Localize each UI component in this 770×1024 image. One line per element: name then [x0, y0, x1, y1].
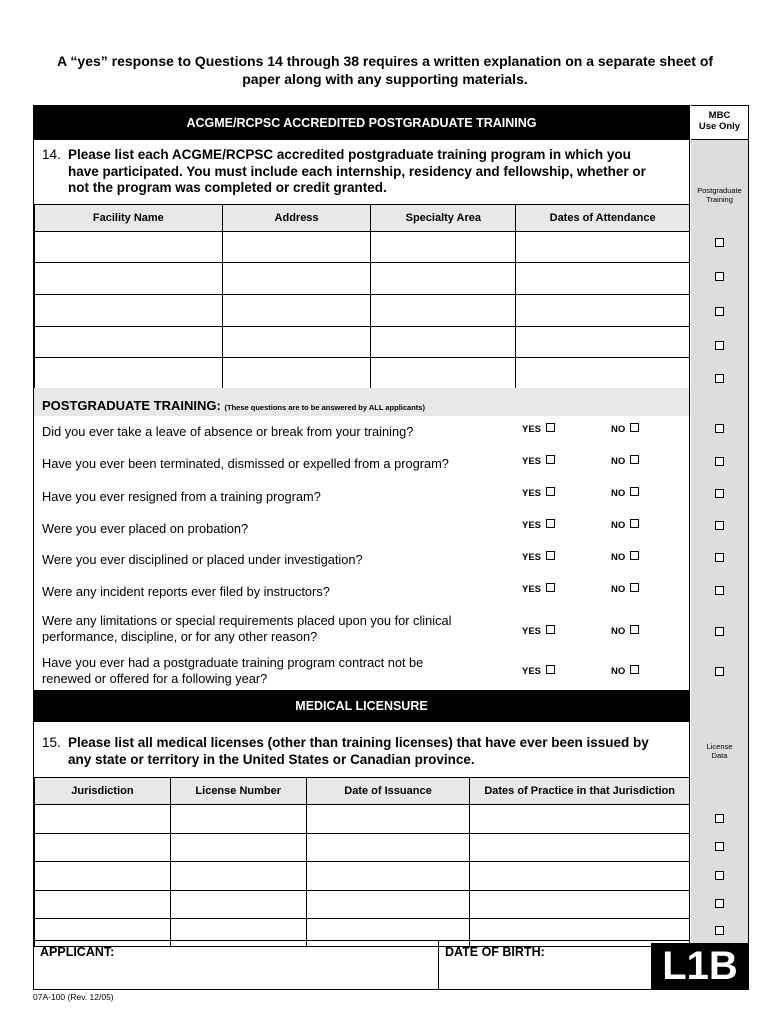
question-limitations: [42, 613, 502, 645]
question-15: [42, 735, 649, 768]
facility-name-input[interactable]: [35, 232, 223, 263]
no-option[interactable]: [611, 520, 639, 531]
yes-checkbox[interactable]: [546, 455, 555, 464]
yes-checkbox[interactable]: [546, 583, 555, 592]
question-14-line-2: have participated. You must include each internship, residency and fellowship, whether or: [68, 163, 646, 179]
yes-checkbox[interactable]: [546, 519, 555, 528]
license-number-input[interactable]: [170, 862, 306, 891]
facility-name-input[interactable]: [35, 263, 223, 295]
yes-checkbox[interactable]: [546, 665, 555, 674]
specialty-area-input[interactable]: [371, 358, 516, 389]
yes-checkbox[interactable]: [546, 551, 555, 560]
no-checkbox[interactable]: [630, 455, 639, 464]
yes-option[interactable]: [522, 666, 555, 677]
date-of-issuance-input[interactable]: [306, 834, 470, 862]
applicant-footer: [34, 940, 689, 989]
mbc-training-row-3-checkbox[interactable]: [715, 307, 724, 316]
dates-of-attendance-input[interactable]: [516, 358, 690, 389]
question-15-number: 15.: [42, 735, 61, 750]
training-programs-table: [34, 204, 690, 389]
yes-option[interactable]: [522, 424, 555, 435]
intro-line-2: paper along with any supporting materials.: [242, 71, 528, 87]
question-text-line-2: renewed or offered for a following year?: [42, 671, 268, 686]
intro-line-1: A “yes” response to Questions 14 through 38 requires a written explanation on a separate sheet of: [56, 53, 714, 69]
no-checkbox[interactable]: [630, 665, 639, 674]
dates-of-practice-input[interactable]: [470, 891, 690, 919]
license-number-input[interactable]: [170, 891, 306, 919]
dates-of-attendance-input[interactable]: [516, 327, 690, 358]
mbc-license-row-1-checkbox[interactable]: [715, 814, 724, 823]
mbc-question-7-checkbox[interactable]: [715, 627, 724, 636]
yes-label: YES: [522, 666, 542, 677]
no-option[interactable]: [611, 552, 639, 563]
no-label: NO: [611, 552, 626, 563]
question-text-line-1: Have you ever resigned from a training program?: [42, 489, 321, 504]
mbc-question-8-checkbox[interactable]: [715, 667, 724, 676]
applicant-field[interactable]: [34, 941, 439, 990]
jurisdiction-input[interactable]: [35, 862, 171, 891]
no-label: NO: [611, 666, 626, 677]
yes-checkbox[interactable]: [546, 625, 555, 634]
specialty-area-input[interactable]: [371, 327, 516, 358]
column-address: Address: [222, 205, 371, 232]
mbc-license-row-3-checkbox[interactable]: [715, 871, 724, 880]
specialty-area-input[interactable]: [371, 295, 516, 327]
form-revision: 07A-100 (Rev. 12/05): [33, 992, 114, 1002]
license-table-header-row: [35, 778, 690, 805]
no-option[interactable]: [611, 424, 639, 435]
dates-of-attendance-input[interactable]: [516, 232, 690, 263]
jurisdiction-input[interactable]: [35, 834, 171, 862]
column-license-number: License Number: [170, 778, 306, 805]
question-disciplined: [42, 552, 502, 568]
mbc-training-row-1-checkbox[interactable]: [715, 238, 724, 247]
column-jurisdiction: Jurisdiction: [35, 778, 171, 805]
applicant-label: APPLICANT:: [40, 945, 115, 959]
facility-name-input[interactable]: [35, 327, 223, 358]
question-15-line-2: any state or territory in the United States or Canadian province.: [68, 751, 475, 767]
mbc-label: MBC: [708, 110, 731, 121]
dates-of-attendance-input[interactable]: [516, 263, 690, 295]
table-row: [35, 805, 690, 834]
address-input[interactable]: [222, 327, 371, 358]
table-row: [35, 834, 690, 862]
address-input[interactable]: [222, 295, 371, 327]
yes-label: YES: [522, 488, 542, 499]
date-of-birth-field[interactable]: [439, 941, 651, 990]
question-14: [42, 147, 646, 197]
dates-of-attendance-input[interactable]: [516, 295, 690, 327]
column-date-of-issuance: Date of Issuance: [306, 778, 470, 805]
yes-option[interactable]: [522, 552, 555, 563]
no-checkbox[interactable]: [630, 551, 639, 560]
yes-checkbox[interactable]: [546, 423, 555, 432]
yes-option[interactable]: [522, 456, 555, 467]
no-checkbox[interactable]: [630, 487, 639, 496]
postgraduate-training-heading: POSTGRADUATE TRAINING:: [42, 398, 221, 413]
mbc-question-1-checkbox[interactable]: [715, 424, 724, 433]
address-input[interactable]: [222, 263, 371, 295]
no-option[interactable]: [611, 626, 639, 637]
question-terminated: [42, 456, 502, 472]
date-of-issuance-input[interactable]: [306, 805, 470, 834]
yes-option[interactable]: [522, 488, 555, 499]
no-checkbox[interactable]: [630, 625, 639, 634]
mbc-question-5-checkbox[interactable]: [715, 553, 724, 562]
question-text-line-1: Did you ever take a leave of absence or break from your training?: [42, 424, 414, 439]
postgraduate-training-note: (These questions are to be answered by ALL applicants): [224, 403, 425, 412]
column-dates-of-practice: Dates of Practice in that Jurisdiction: [470, 778, 690, 805]
mbc-training-row-5-checkbox[interactable]: [715, 374, 724, 383]
dates-of-practice-input[interactable]: [470, 834, 690, 862]
mbc-license-row-4-checkbox[interactable]: [715, 899, 724, 908]
facility-name-input[interactable]: [35, 295, 223, 327]
training-table-header-row: [35, 205, 690, 232]
no-option[interactable]: [611, 666, 639, 677]
table-row: [35, 295, 690, 327]
question-14-number: 14.: [42, 147, 61, 162]
mbc-question-4-checkbox[interactable]: [715, 521, 724, 530]
dates-of-practice-input[interactable]: [470, 805, 690, 834]
question-15-line-1: Please list all medical licenses (other than training licenses) that have ever been issued by: [68, 735, 649, 750]
table-row: [35, 263, 690, 295]
no-label: NO: [611, 520, 626, 531]
application-form-page: [33, 105, 690, 990]
question-text-line-1: Were any incident reports ever filed by instructors?: [42, 584, 330, 599]
address-input[interactable]: [222, 232, 371, 263]
mbc-license-row-2-checkbox[interactable]: [715, 842, 724, 851]
license-data-label: [691, 742, 748, 760]
table-row: [35, 891, 690, 919]
postgraduate-training-title: [42, 398, 425, 413]
yes-checkbox[interactable]: [546, 487, 555, 496]
mbc-use-only-column: [691, 105, 749, 990]
dates-of-practice-input[interactable]: [470, 862, 690, 891]
yes-label: YES: [522, 552, 542, 563]
yes-label: YES: [522, 626, 542, 637]
license-label-line-2: Data: [711, 751, 728, 760]
yes-option[interactable]: [522, 520, 555, 531]
license-number-input[interactable]: [170, 805, 306, 834]
mbc-question-6-checkbox[interactable]: [715, 586, 724, 595]
postgrad-label-line-1: Postgraduate: [697, 186, 742, 195]
specialty-area-input[interactable]: [371, 263, 516, 295]
mbc-use-only-header: [691, 106, 748, 140]
mbc-question-2-checkbox[interactable]: [715, 457, 724, 466]
column-specialty-area: Specialty Area: [371, 205, 516, 232]
postgraduate-training-label: [691, 186, 748, 204]
question-leave-of-absence: [42, 424, 502, 440]
table-row: [35, 232, 690, 263]
question-contract-not-renewed: [42, 655, 502, 687]
form-code-badge: L1B: [651, 943, 749, 990]
table-row: [35, 327, 690, 358]
yes-label: YES: [522, 456, 542, 467]
table-row: [35, 862, 690, 891]
accredited-training-header: ACGME/RCPSC ACCREDITED POSTGRADUATE TRAINING: [34, 106, 689, 140]
question-text-line-1: Were any limitations or special requirements placed upon you for clinical: [42, 613, 452, 628]
column-dates-of-attendance: Dates of Attendance: [516, 205, 690, 232]
yes-option[interactable]: [522, 626, 555, 637]
license-label-line-1: License: [706, 742, 733, 751]
question-text-line-2: performance, discipline, or for any other reason?: [42, 629, 318, 644]
facility-name-input[interactable]: [35, 358, 223, 389]
mbc-question-3-checkbox[interactable]: [715, 489, 724, 498]
question-text-line-1: Have you ever had a postgraduate training program contract not be: [42, 655, 424, 670]
license-number-input[interactable]: [170, 834, 306, 862]
question-14-line-1: Please list each ACGME/RCPSC accredited postgraduate training program in which you: [68, 147, 631, 162]
mbc-license-row-5-checkbox[interactable]: [715, 926, 724, 935]
yes-label: YES: [522, 584, 542, 595]
jurisdiction-input[interactable]: [35, 805, 171, 834]
question-incident-reports: [42, 584, 502, 600]
use-only-label: Use Only: [698, 121, 741, 132]
no-label: NO: [611, 456, 626, 467]
mbc-training-row-2-checkbox[interactable]: [715, 272, 724, 281]
yes-option[interactable]: [522, 584, 555, 595]
no-option[interactable]: [611, 488, 639, 499]
medical-licenses-table: [34, 777, 690, 947]
no-label: NO: [611, 584, 626, 595]
mbc-training-row-4-checkbox[interactable]: [715, 341, 724, 350]
jurisdiction-input[interactable]: [35, 891, 171, 919]
table-row: [35, 358, 690, 389]
column-facility-name: Facility Name: [35, 205, 223, 232]
question-text-line-1: Have you ever been terminated, dismissed or expelled from a program?: [42, 456, 449, 471]
question-14-line-3: not the program was completed or credit granted.: [68, 180, 387, 195]
no-option[interactable]: [611, 584, 639, 595]
medical-licensure-header: MEDICAL LICENSURE: [34, 690, 689, 722]
no-checkbox[interactable]: [630, 519, 639, 528]
no-label: NO: [611, 488, 626, 499]
question-text-line-1: Were you ever disciplined or placed under investigation?: [42, 552, 363, 567]
no-label: NO: [611, 424, 626, 435]
question-resigned: [42, 489, 502, 505]
yes-label: YES: [522, 424, 542, 435]
address-input[interactable]: [222, 358, 371, 389]
yes-label: YES: [522, 520, 542, 531]
no-option[interactable]: [611, 456, 639, 467]
no-checkbox[interactable]: [630, 583, 639, 592]
specialty-area-input[interactable]: [371, 232, 516, 263]
no-checkbox[interactable]: [630, 423, 639, 432]
postgrad-label-line-2: Training: [706, 195, 733, 204]
date-of-issuance-input[interactable]: [306, 891, 470, 919]
date-of-birth-label: DATE OF BIRTH:: [445, 945, 545, 959]
date-of-issuance-input[interactable]: [306, 862, 470, 891]
intro-instructions: [20, 52, 750, 88]
question-probation: [42, 521, 502, 537]
no-label: NO: [611, 626, 626, 637]
question-text-line-1: Were you ever placed on probation?: [42, 521, 249, 536]
